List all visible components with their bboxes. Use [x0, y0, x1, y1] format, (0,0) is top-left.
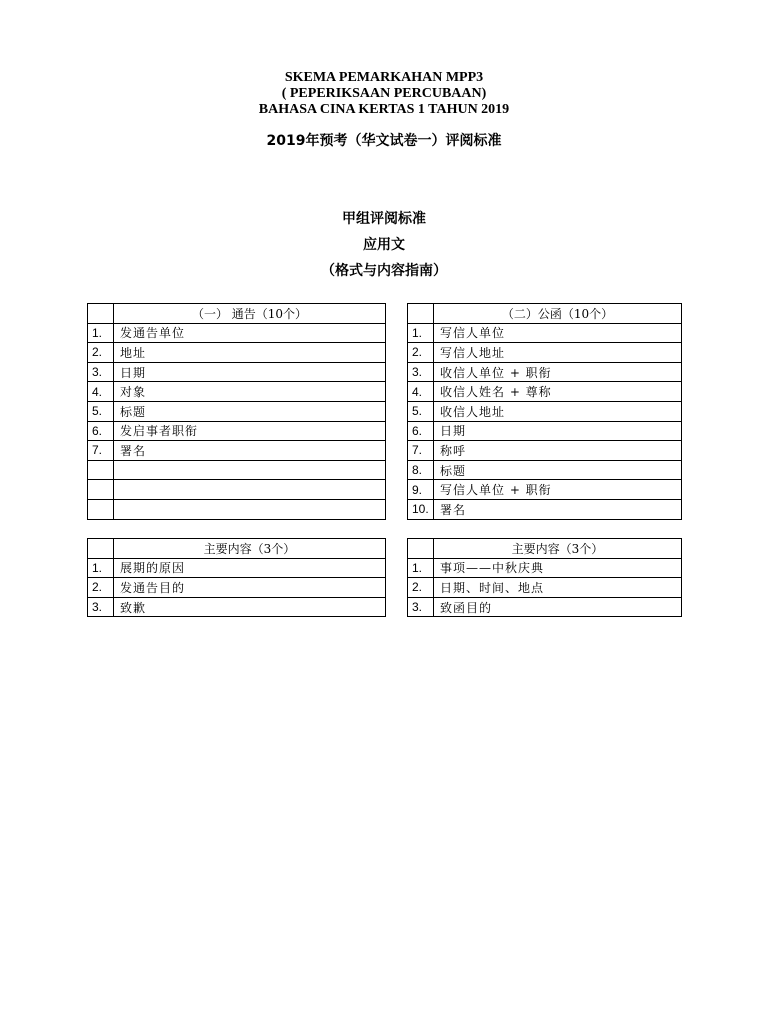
row-number: 2.	[408, 343, 434, 363]
table-row	[408, 401, 682, 421]
table-row	[408, 597, 682, 617]
row-number: 3.	[88, 362, 114, 382]
table-row	[408, 323, 682, 343]
row-text: 写信人单位 + 职衔	[434, 480, 682, 500]
row-text: 收信人单位 + 职衔	[434, 362, 682, 382]
table-header-row	[88, 539, 386, 559]
row-text: 收信人地址	[434, 401, 682, 421]
row-number	[88, 499, 114, 519]
table-row	[88, 421, 386, 441]
table-row	[88, 343, 386, 363]
table-row	[88, 382, 386, 402]
row-number: 4.	[88, 382, 114, 402]
row-number: 8.	[408, 460, 434, 480]
row-number: 1.	[88, 323, 114, 343]
row-text: 日期	[434, 421, 682, 441]
row-text: 署名	[434, 499, 682, 519]
row-number: 4.	[408, 382, 434, 402]
writing-type: 应用文	[363, 237, 405, 253]
row-text: 收信人姓名 + 尊称	[434, 382, 682, 402]
row-number: 5.	[88, 401, 114, 421]
table-row	[408, 343, 682, 363]
row-text: 致函目的	[434, 597, 682, 617]
scheme-title: SKEMA PEMARKAHAN MPP3	[284, 70, 484, 85]
table-header: （二）公函（10个）	[434, 304, 682, 324]
table-header-row	[88, 304, 386, 324]
table-row	[408, 558, 682, 578]
table-row	[88, 480, 386, 500]
letter-format-table	[407, 303, 682, 520]
chinese-title: 2019年预考（华文试卷一）评阅标准	[266, 133, 502, 149]
letter-content-table	[407, 538, 682, 617]
header-num-cell	[88, 304, 114, 324]
notice-content-table	[87, 538, 386, 617]
row-text	[114, 480, 386, 500]
table-row	[88, 362, 386, 382]
paper-title: BAHASA CINA KERTAS 1 TAHUN 2019	[258, 102, 510, 117]
row-text: 发通告目的	[114, 578, 386, 598]
row-text: 标题	[114, 401, 386, 421]
row-number: 7.	[88, 441, 114, 461]
row-text: 写信人单位	[434, 323, 682, 343]
section-subtitle: （格式与内容指南）	[321, 263, 447, 279]
row-number: 9.	[408, 480, 434, 500]
row-text: 致歉	[114, 597, 386, 617]
table-header: 主要内容（3个）	[434, 539, 682, 559]
row-text: 地址	[114, 343, 386, 363]
row-number: 1.	[88, 558, 114, 578]
table-header: （一） 通告（10个）	[114, 304, 386, 324]
notice-format-table	[87, 303, 386, 520]
row-text: 事项——中秋庆典	[434, 558, 682, 578]
table-header-row	[408, 539, 682, 559]
row-number	[88, 460, 114, 480]
row-number: 2.	[408, 578, 434, 598]
table-row	[88, 441, 386, 461]
row-text: 日期、时间、地点	[434, 578, 682, 598]
row-number: 2.	[88, 578, 114, 598]
exam-type: ( PEPERIKSAAN PERCUBAAN)	[281, 86, 487, 101]
row-number: 10.	[408, 499, 434, 519]
row-number: 3.	[408, 362, 434, 382]
header-num-cell	[408, 304, 434, 324]
row-number: 1.	[408, 323, 434, 343]
table-row	[88, 323, 386, 343]
table-row	[408, 460, 682, 480]
table-row	[408, 578, 682, 598]
row-number: 5.	[408, 401, 434, 421]
row-text: 写信人地址	[434, 343, 682, 363]
row-text	[114, 460, 386, 480]
table-row	[88, 578, 386, 598]
row-number: 7.	[408, 441, 434, 461]
row-text: 署名	[114, 441, 386, 461]
header-num-cell	[88, 539, 114, 559]
table-row	[88, 401, 386, 421]
document-header	[0, 70, 768, 150]
header-num-cell	[408, 539, 434, 559]
table-row	[408, 421, 682, 441]
row-number: 6.	[88, 421, 114, 441]
row-text: 发启事者职衔	[114, 421, 386, 441]
table-header: 主要内容（3个）	[114, 539, 386, 559]
table-row	[408, 362, 682, 382]
table-row	[408, 480, 682, 500]
row-number: 3.	[88, 597, 114, 617]
table-row	[88, 499, 386, 519]
group-title: 甲组评阅标准	[342, 211, 426, 227]
row-text: 对象	[114, 382, 386, 402]
table-row	[408, 441, 682, 461]
table-row	[408, 499, 682, 519]
table-row	[408, 382, 682, 402]
row-text: 标题	[434, 460, 682, 480]
row-text	[114, 499, 386, 519]
row-number: 1.	[408, 558, 434, 578]
row-number: 2.	[88, 343, 114, 363]
row-number	[88, 480, 114, 500]
row-text: 称呼	[434, 441, 682, 461]
row-text: 发通告单位	[114, 323, 386, 343]
table-row	[88, 558, 386, 578]
table-row	[88, 460, 386, 480]
table-header-row	[408, 304, 682, 324]
row-text: 日期	[114, 362, 386, 382]
section-heading	[0, 206, 768, 284]
table-row	[88, 597, 386, 617]
row-text: 展期的原因	[114, 558, 386, 578]
row-number: 3.	[408, 597, 434, 617]
row-number: 6.	[408, 421, 434, 441]
